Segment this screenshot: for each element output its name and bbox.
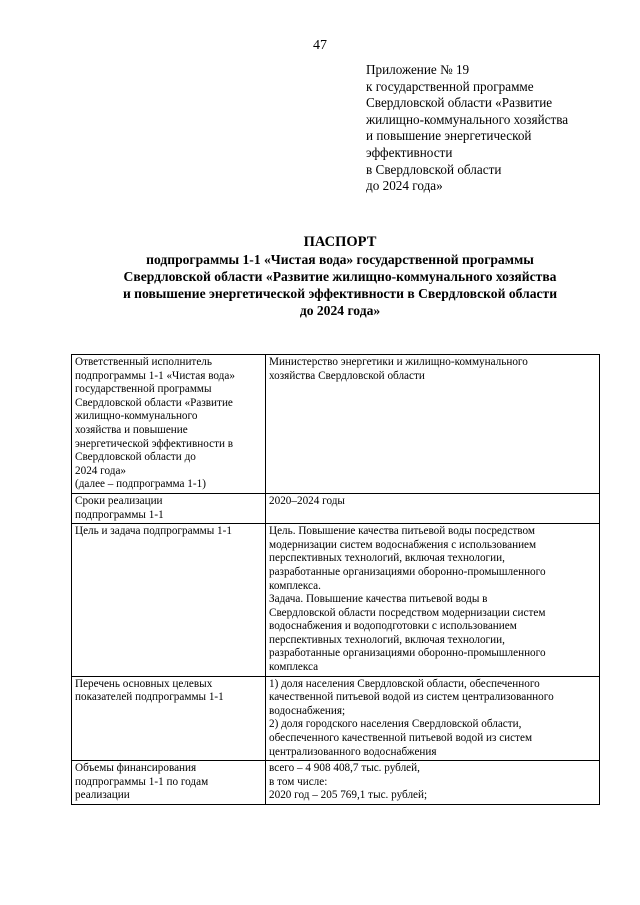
cell-line: подпрограммы 1-1 по годам (75, 775, 209, 788)
cell-line: обеспеченного качественной питьевой водой из систем (269, 732, 533, 745)
cell-line: в том числе: (269, 775, 328, 788)
cell-line: Цель и задача подпрограммы 1-1 (75, 525, 232, 538)
cell-line: Ответственный исполнитель (75, 356, 212, 368)
appendix-line: Свердловской области «Развитие (366, 95, 553, 111)
cell-line: 2024 года» (75, 464, 127, 477)
row-value-cell (266, 761, 600, 805)
row-value-cell (266, 524, 600, 677)
row-label-cell (72, 493, 266, 523)
cell-line: Объемы финансирования (75, 762, 197, 775)
cell-line: качественной питьевой водой из систем централизованного (269, 691, 554, 704)
page-number: 47 (313, 38, 327, 53)
cell-line: подпрограммы 1-1 «Чистая вода» (75, 369, 235, 382)
appendix-line: эффективности (366, 144, 453, 160)
title-line: до 2024 года» (299, 303, 381, 318)
table-row (72, 761, 600, 805)
cell-line: жилищно-коммунального (75, 410, 198, 423)
cell-line: энергетической эффективности в (75, 437, 234, 450)
cell-line: модернизации систем водоснабжения с использованием (269, 538, 537, 551)
appendix-line: в Свердловской области (366, 161, 502, 177)
cell-line: разработанные организациями оборонно-промышленного (269, 565, 546, 578)
cell-line: водоснабжения и водоподготовки с использованием (269, 620, 517, 633)
row-label-cell (72, 761, 266, 805)
cell-line: Сроки реализации (75, 494, 163, 507)
cell-line: Задача. Повышение качества питьевой воды в (269, 593, 488, 606)
document-title (70, 234, 610, 319)
cell-line: Свердловской области «Развитие (75, 396, 233, 409)
table-row (72, 355, 600, 494)
cell-line: разработанные организациями оборонно-промышленного (269, 647, 546, 660)
cell-line: хозяйства и повышение (75, 423, 188, 436)
cell-line: (далее – подпрограмма 1-1) (75, 478, 206, 491)
cell-line: 1) доля населения Свердловской области, обеспеченного (269, 677, 540, 690)
cell-line: 2020 год – 205 769,1 тыс. рублей; (269, 789, 428, 802)
cell-line: комплекса. (269, 579, 321, 592)
cell-line: Перечень основных целевых (75, 677, 213, 690)
cell-line: перспективных технологий, включая технологии, (269, 552, 505, 565)
row-value-cell (266, 676, 600, 761)
cell-line: перспективных технологий, включая технологии, (269, 633, 505, 646)
row-label-cell (72, 355, 266, 494)
cell-line: комплекса (269, 661, 319, 674)
cell-line: Свердловской области посредством модернизации систем (269, 606, 546, 619)
table-row (72, 524, 600, 677)
title-line: и повышение энергетической эффективности в Свердловской области (122, 286, 558, 301)
row-label-cell (72, 676, 266, 761)
appendix-line: до 2024 года» (366, 178, 443, 194)
cell-line: Цель. Повышение качества питьевой воды посредством (269, 525, 535, 538)
row-value-cell (266, 355, 600, 494)
title-line: Свердловской области «Развитие жилищно-коммунального хозяйства (123, 269, 557, 284)
cell-line: Министерство энергетики и жилищно-коммунального (269, 356, 528, 368)
passport-table (71, 354, 600, 805)
cell-line: 2020–2024 годы (269, 494, 345, 507)
cell-line: всего – 4 908 408,7 тыс. рублей, (269, 762, 420, 775)
cell-line: водоснабжения; (269, 704, 346, 717)
cell-line: показателей подпрограммы 1-1 (75, 691, 224, 704)
cell-line: подпрограммы 1-1 (75, 508, 164, 521)
appendix-note (366, 62, 616, 195)
cell-line: государственной программы (75, 383, 212, 396)
table-row (72, 676, 600, 761)
appendix-line: Приложение № 19 (366, 62, 470, 77)
cell-line: реализации (75, 789, 130, 802)
cell-line: централизованного водоснабжения (269, 745, 437, 758)
appendix-line: к государственной программе (366, 78, 534, 94)
appendix-line: жилищно-коммунального хозяйства (366, 111, 569, 127)
row-value-cell (266, 493, 600, 523)
title-line: подпрограммы 1-1 «Чистая вода» государственной программы (146, 252, 534, 267)
cell-line: 2) доля городского населения Свердловской области, (269, 718, 522, 731)
table-row (72, 493, 600, 523)
cell-line: Свердловской области до (75, 451, 196, 464)
row-label-cell (72, 524, 266, 677)
title-main: ПАСПОРТ (303, 234, 377, 250)
appendix-line: и повышение энергетической (366, 128, 532, 144)
cell-line: хозяйства Свердловской области (269, 369, 425, 382)
